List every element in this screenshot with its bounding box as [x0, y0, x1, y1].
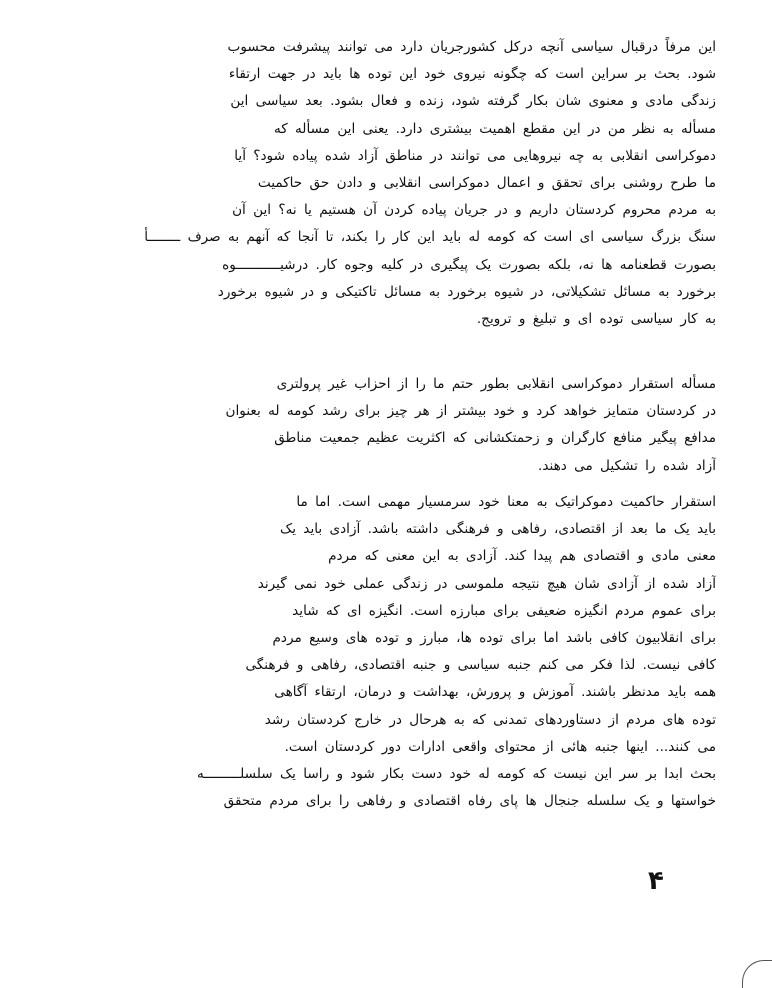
page-corner-curl — [742, 960, 772, 988]
text-line: باید یک ما بعد از اقتصادی، رفاهی و فرهنگی داشته باشد. آزادی باید یک — [280, 521, 716, 538]
text-line: آزاد شده را تشکیل می دهند. — [538, 457, 716, 474]
text-line: بحث ابدا بر سر این نیست که کومه له خود دست بکار شود و راسا یک سلسلـــــــــه — [197, 765, 716, 782]
text-line: توده های مردم از دستاوردهای تمدنی که به هرحال در خارج کردستان رشد — [264, 711, 716, 728]
text-line: دموکراسی انقلابی به چه نیروهایی می توانند در مناطق آزاد شده پیاده شود؟ آیا — [234, 147, 716, 164]
paragraph-3 — [58, 489, 716, 815]
text-line: مسأله به نظر من در این مقطع اهمیت بیشتری دارد. یعنی این مسأله که — [273, 120, 716, 137]
text-line: شود. بحث بر سراین است که چگونه نیروی خود این توده ها باید در جهت ارتقاء — [228, 66, 716, 83]
text-line: کافی نیست. لذا فکر می کنم جنبه سیاسی و جنبه اقتصادی، رفاهی و فرهنگی — [245, 657, 716, 674]
text-line: زندگی مادی و معنوی شان بکار گرفته شود، زنده و فعال بشود. بعد سیاسی این — [230, 93, 716, 110]
text-line: این مرفاً درقبال سیاسی آنچه درکل کشورجریان دارد می توانند پیشرفت محسوب — [227, 39, 716, 55]
text-line: خواستها و یک سلسله جنجال ها پای رفاه اقتصادی و رفاهی را برای مردم متحقق — [223, 793, 716, 810]
page-number: ۴ — [648, 866, 664, 896]
text-line: استقرار حاکمیت دموکراتیک به معنا خود سرمسیار مهمی است. اما ما — [296, 494, 716, 510]
text-line: برخورد به مسائل تشکیلاتی، در شیوه برخورد به مسائل تاکتیکی و در شیوه برخورد — [217, 283, 716, 300]
text-line: به کار سیاسی توده ای و تبلیغ و ترویج. — [476, 310, 716, 327]
text-line: برای عموم مردم انگیزه ضعیفی برای مبارزه است. انگیزه ای که شاید — [292, 602, 716, 619]
text-line: می کنند... اینها جنبه هائی از محتوای واقعی ادارات دور کردستان است. — [284, 738, 716, 755]
text-line: به مردم محروم کردستان داریم و در جریان پیاده کردن آن هستیم یا نه؟ این آن — [232, 202, 716, 219]
text-line: سنگ بزرگ سیاسی ای است که کومه له باید این کار را بکند، تا آنجا که آنهم به صرف ــــــــأ — [144, 229, 716, 246]
text-line: برای انقلابیون کافی باشد اما برای توده ها، مبارز و توده های وسیع مردم — [272, 629, 716, 646]
text-line: ما طرح روشنی برای تحقق و اعمال دموکراسی انقلابی و دادن حق حاکمیت — [257, 174, 716, 191]
paragraph-2 — [58, 371, 716, 480]
text-line: همه باید مدنظر باشند. آموزش و پرورش، بهداشت و درمان، ارتقاء آگاهی — [274, 684, 716, 701]
text-line: مسأله استقرار دموکراسی انقلابی بطور حتم ما را از احزاب غیر پرولتری — [276, 376, 716, 392]
text-line: بصورت قطعنامه ها نه، بلکه بصورت یک پیگیری در کلیه وجوه کار. درشیـــــــــــوه — [222, 256, 716, 273]
text-line: معنی مادی و اقتصادی هم پیدا کند. آزادی به این معنی که مردم — [328, 548, 716, 565]
paragraph-1 — [58, 34, 716, 333]
text-line: آزاد شده از آزادی شان هیچ نتیجه ملموسی در زندگی عملی خود نمی گیرند — [257, 575, 716, 592]
text-line: مدافع پیگیر منافع کارگران و زحمتکشانی که اکثریت عظیم جمعیت مناطق — [274, 430, 716, 447]
text-line: در کردستان متمایز خواهد کرد و خود بیشتر از هر چیز برای رشد کومه له بعنوان — [225, 403, 716, 420]
